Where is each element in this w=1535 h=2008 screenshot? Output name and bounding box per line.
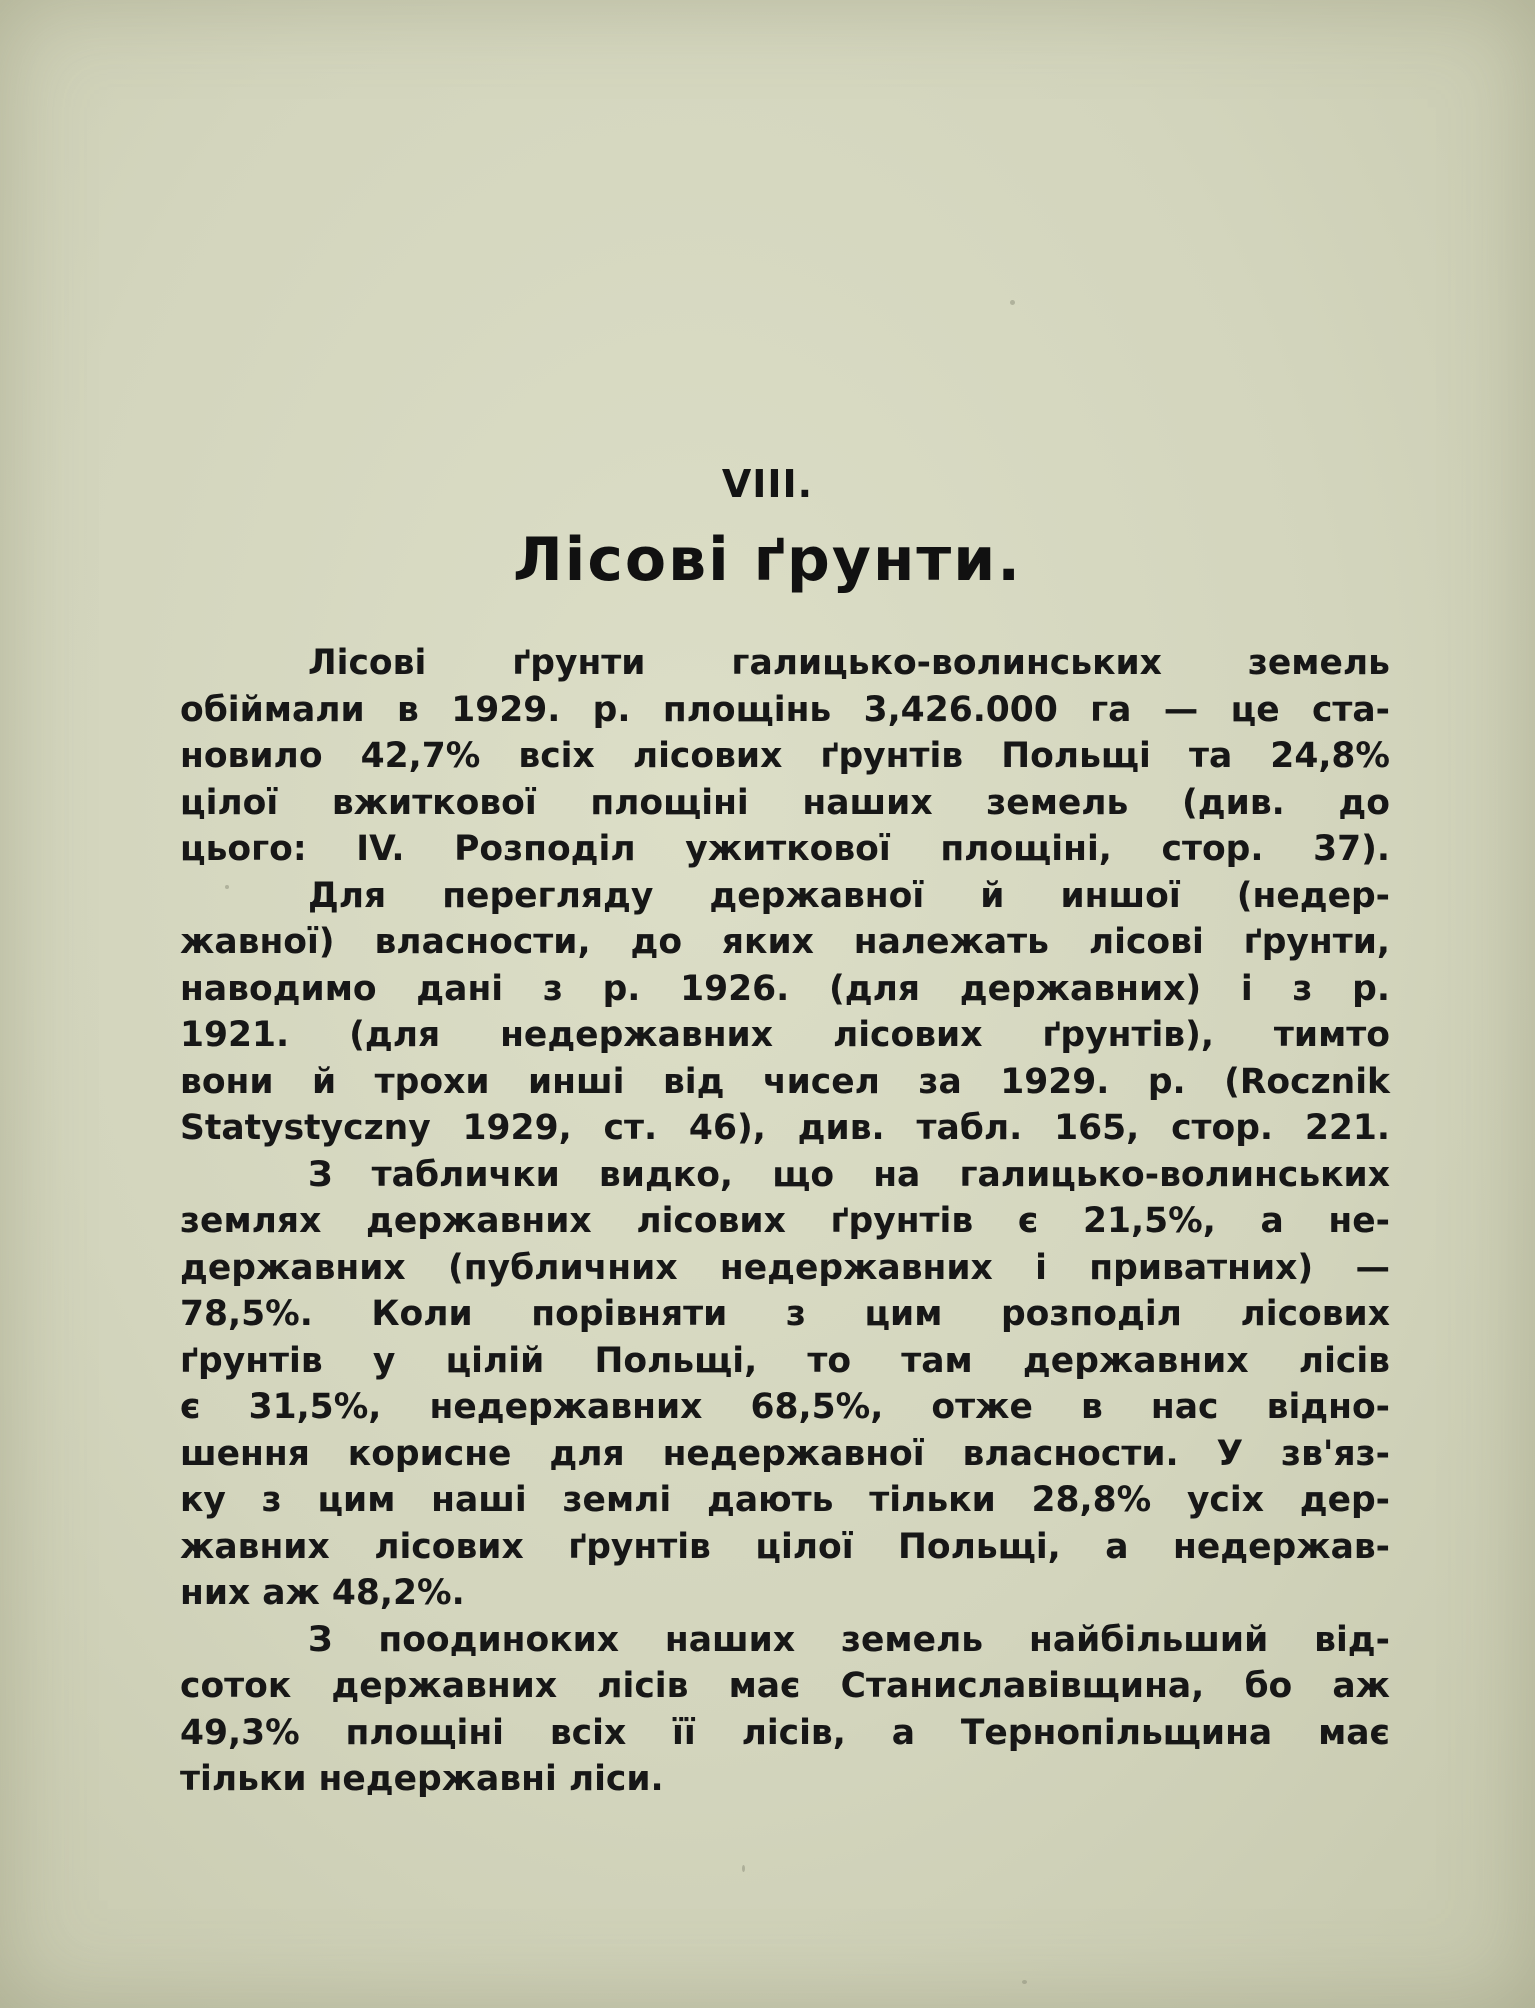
chapter-title: Лісові ґрунти. — [512, 525, 1023, 595]
text-line: тільки недержавні ліси. — [180, 1759, 664, 1799]
text-line: Для перегляду державної й иншої (недер- — [308, 875, 1390, 916]
text-line: цілої вжиткової площіні наших земель (див. до — [180, 782, 1390, 823]
text-line: 49,3% площіні всіх її лісів, а Тернопільщина має — [180, 1712, 1390, 1753]
text-line: землях державних лісових ґрунтів є 21,5%, а не- — [180, 1201, 1390, 1241]
chapter-number: VIII. — [721, 462, 814, 506]
text-line: 1921. (для недержавних лісових ґрунтів), тимто — [180, 1015, 1390, 1055]
text-line: З поодиноких наших земель найбільший від- — [308, 1619, 1390, 1660]
text-line: Statystyczny 1929, ст. 46), див. табл. 165, стор. 221. — [180, 1108, 1390, 1148]
text-line: шення корисне для недержавної власности. У зв'яз- — [180, 1433, 1390, 1474]
paragraph-4 — [180, 1617, 1390, 1803]
body-text — [180, 640, 1390, 1803]
text-line: обіймали в 1929. р. площінь 3,426.000 га — це ста- — [180, 689, 1390, 730]
text-line: 78,5%. Коли порівняти з цим розподіл лісових — [180, 1294, 1390, 1334]
text-line: жавних лісових ґрунтів цілої Польщі, а недержав- — [180, 1526, 1390, 1567]
text-line: ку з цим наші землі дають тільки 28,8% усіх дер- — [180, 1480, 1390, 1520]
text-line: них аж 48,2%. — [180, 1573, 465, 1613]
paper-speck — [742, 1865, 745, 1872]
text-line: жавної) власности, до яких належать лісові ґрунти, — [180, 922, 1390, 962]
text-line: ґрунтів у цілій Польщі, то там державних лісів — [180, 1340, 1390, 1381]
paragraph-2 — [180, 873, 1390, 1152]
text-line: наводимо дані з р. 1926. (для державних) і з р. — [180, 968, 1390, 1009]
text-line: вони й трохи инші від чисел за 1929. р. (Rocznik — [180, 1061, 1390, 1102]
text-line: соток державних лісів має Станиславівщина, бо аж — [180, 1666, 1390, 1706]
text-line: З таблички видко, що на галицько-волинських — [308, 1154, 1390, 1195]
paper-speck — [1022, 1980, 1027, 1984]
text-line: новило 42,7% всіх лісових ґрунтів Польщі та 24,8% — [180, 736, 1390, 776]
text-line: Лісові ґрунти галицько-волинських земель — [308, 643, 1390, 683]
text-line: державних (публичних недержавних і приватних) — — [180, 1247, 1390, 1288]
paragraph-3 — [180, 1152, 1390, 1617]
paper-speck — [1010, 300, 1015, 305]
paragraph-1 — [180, 640, 1390, 873]
text-line: є 31,5%, недержавних 68,5%, отже в нас відно- — [180, 1387, 1390, 1427]
text-line: цього: IV. Розподіл ужиткової площіні, стор. 37). — [180, 829, 1390, 869]
